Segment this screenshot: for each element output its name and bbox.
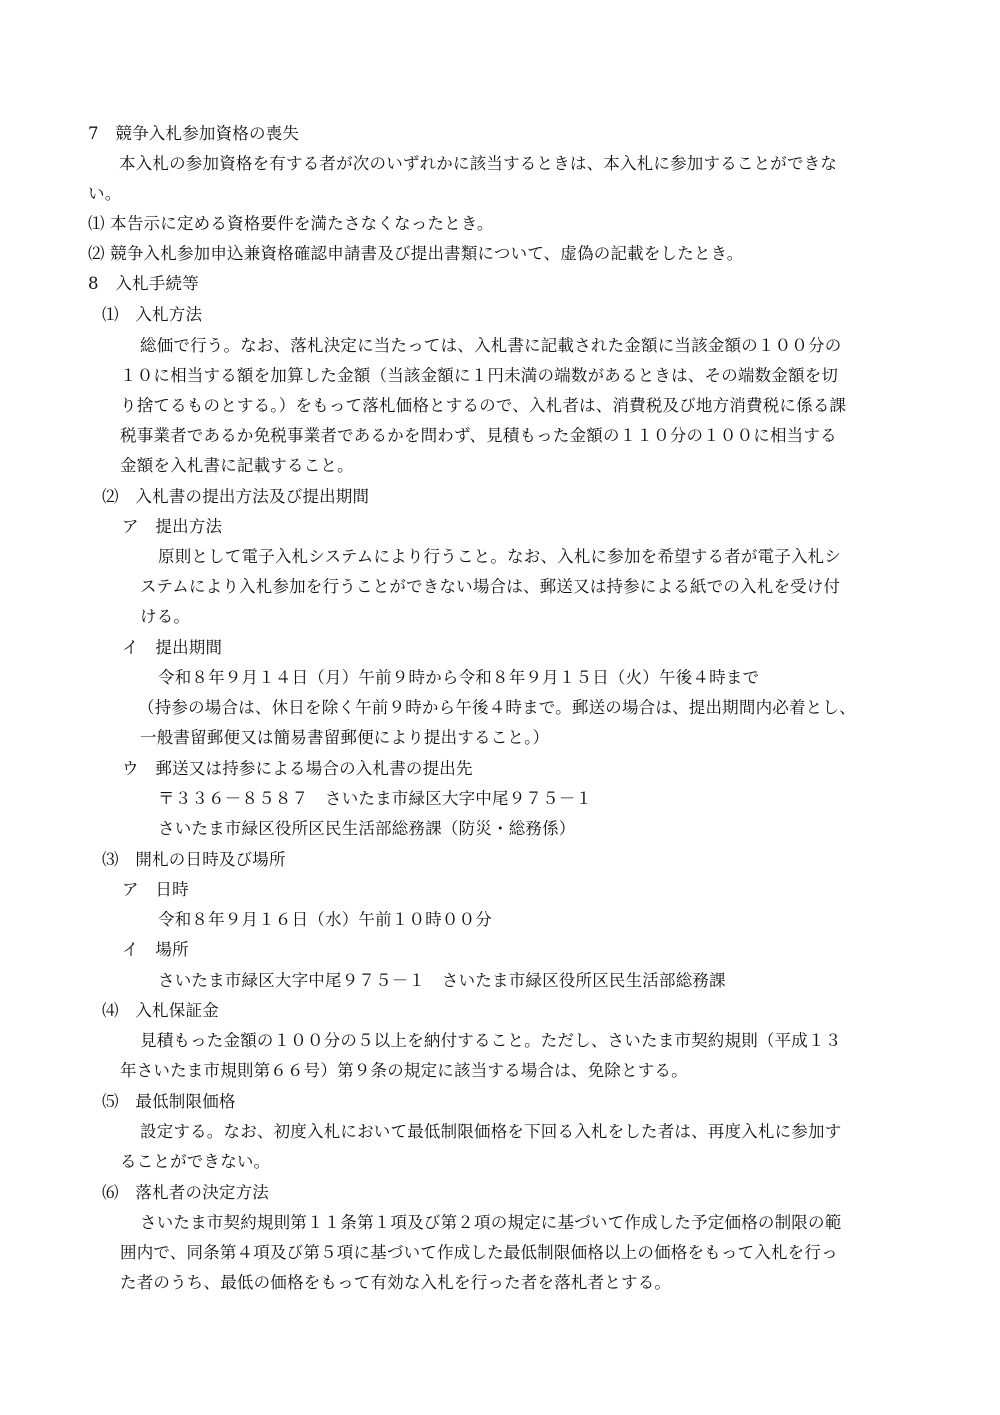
paragraph-line: ることができない。 [120,1152,271,1171]
paragraph-line: 令和８年９月１６日（水）午前１０時００分 [158,910,492,929]
paragraph-line: ステムにより入札参加を行うことができない場合は、郵送又は持参による紙での入札を受け付 [140,577,841,596]
paragraph-line: さいたま市契約規則第１１条第１項及び第２項の規定に基づいて作成した予定価格の制限の範 [140,1213,842,1232]
paragraph-line: １０に相当する額を加算した金額（当該金額に１円未満の端数があるときは、その端数金額を切 [120,366,839,385]
item-heading: イ 場所 [122,940,189,959]
paragraph-line: 年さいたま市規則第６６号）第９条の規定に該当する場合は、免除とする。 [120,1061,688,1080]
subsection-heading: ⑶ 開札の日時及び場所 [102,850,286,869]
list-item: ⑴ 本告示に定める資格要件を満たさなくなったとき。 [88,214,494,233]
paragraph-line: 本入札の参加資格を有する者が次のいずれかに該当するときは、本入札に参加することができな [119,154,838,173]
paragraph-line: た者のうち、最低の価格をもって有効な入札を行った者を落札者とする。 [120,1273,672,1292]
paragraph-line: 金額を入札書に記載すること。 [120,456,354,475]
paragraph-line: 囲内で、同条第４項及び第５項に基づいて作成した最低制限価格以上の価格をもって入札を行っ [120,1243,838,1262]
subsection-heading: ⑵ 入札書の提出方法及び提出期間 [102,487,370,506]
paragraph-line: 税事業者であるか免税事業者であるかを問わず、見積もった金額の１１０分の１００に相当する [120,426,837,445]
paragraph-line: 設定する。なお、初度入札において最低制限価格を下回る入札をした者は、再度入札に参加す [140,1122,842,1141]
section-heading-8: 8 入札手続等 [88,274,199,293]
subsection-heading: ⑴ 入札方法 [102,305,203,324]
paragraph-line: い。 [88,184,122,203]
section-heading-7: 7 競争入札参加資格の喪失 [88,124,300,143]
paragraph-line: 原則として電子入札システムにより行うこと。なお、入札に参加を希望する者が電子入札シ [158,547,842,566]
address-line: さいたま市緑区役所区民生活部総務課（防災・総務係） [158,819,576,838]
paragraph-line: （持参の場合は、休日を除く午前９時から午後４時まで。郵送の場合は、提出期間内必着とし、 [138,698,856,717]
item-heading: ウ 郵送又は持参による場合の入札書の提出先 [122,759,473,778]
paragraph-line: 総価で行う。なお、落札決定に当たっては、入札書に記載された金額に当該金額の１００分の [140,336,842,355]
paragraph-line: ける。 [140,607,191,626]
item-heading: ア 日時 [122,880,189,899]
paragraph-line: り捨てるものとする。）をもって落札価格とするので、入札者は、消費税及び地方消費税に係る課 [120,396,847,415]
subsection-heading: ⑹ 落札者の決定方法 [102,1183,269,1202]
paragraph-line: 見積もった金額の１００分の５以上を納付すること。ただし、さいたま市契約規則（平成１３ [140,1031,842,1050]
paragraph-line: 令和８年９月１４日（月）午前９時から令和８年９月１５日（火）午後４時まで [158,668,760,687]
subsection-heading: ⑷ 入札保証金 [102,1001,219,1020]
address-line: さいたま市緑区大字中尾９７５－１ さいたま市緑区役所区民生活部総務課 [158,971,726,990]
item-heading: ア 提出方法 [122,517,223,536]
address-line: 〒３３６－８５８７ さいたま市緑区大字中尾９７５－１ [158,789,593,808]
list-item: ⑵ 競争入札参加申込兼資格確認申請書及び提出書類について、虚偽の記載をしたとき。 [88,244,744,263]
item-heading: イ 提出期間 [122,638,223,657]
subsection-heading: ⑸ 最低制限価格 [102,1092,236,1111]
paragraph-line: 一般書留郵便又は簡易書留郵便により提出すること。） [140,728,550,747]
